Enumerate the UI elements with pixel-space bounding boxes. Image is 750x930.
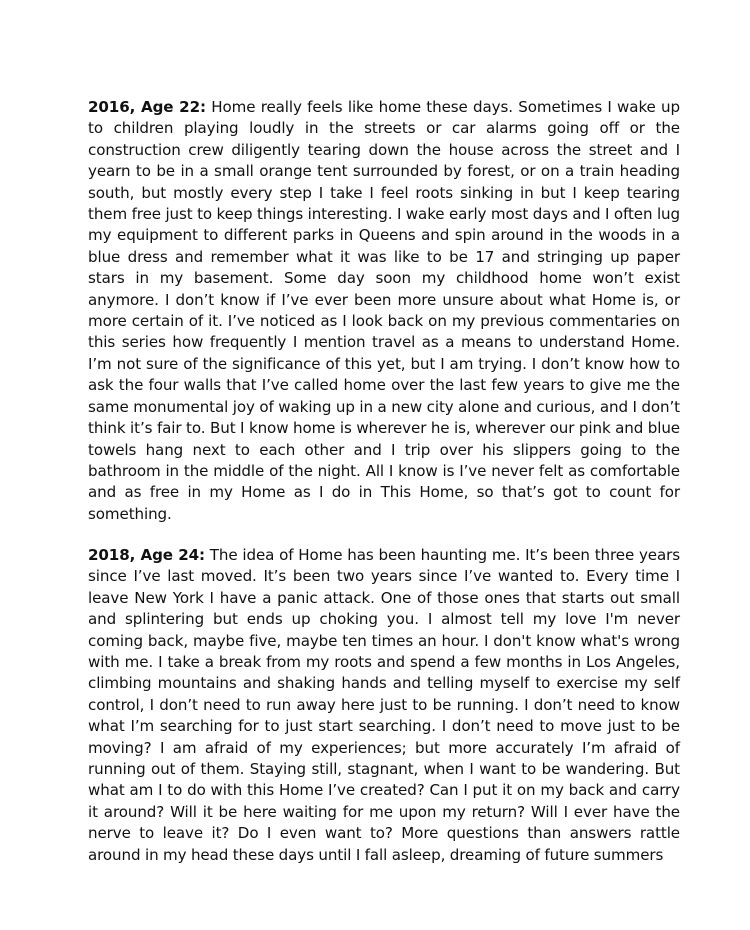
entry-body-2016: Home really feels like home these days. Sometimes I wake up to children playing loudly in the streets or car alarms going off or the construction crew diligently tearing down the house across the street and I yearn to be in a small orange tent surrounded by forest, or on a train heading south, but mostly every step I take I feel roots sinking in but I keep tearing them free just to keep things interesting. I wake early most days and I often lug my equipment to different parks in Queens and spin around in the woods in a blue dress and remember what it was like to be 17 and stringing up paper stars in my basement. Some day soon my childhood home won’t exist anymore. I don’t know if I’ve ever been more unsure about what Home is, or more certain of it. I’ve noticed as I look back on my previous commentaries on this series how frequently I mention travel as a means to understand Home. I’m not sure of the significance of this yet, but I am trying. I don’t know how to ask the four walls that I’ve called home over the last few years to give me the same monumental joy of waking up in a new city alone and curious, and I don’t think it’s fair to. But I know home is wherever he is, wherever our pink and blue towels hang next to each other and I trip over his slippers going to the bathroom in the middle of the night. All I know is I’ve never felt as comfortable and as free in my Home as I do in This Home, so that’s got to count for something.: [88, 98, 680, 523]
entry-body-2018: The idea of Home has been haunting me. It’s been three years since I’ve last moved. It’s been two years since I’ve wanted to. Every time I leave New York I have a panic attack. One of those ones that starts out small and splintering but ends up choking you. I almost tell my love I'm never coming back, maybe five, maybe ten times an hour. I don't know what's wrong with me. I take a break from my roots and spend a few months in Los Angeles, climbing mountains and shaking hands and telling myself to exercise my self control, I don’t need to run away here just to be running. I don’t need to know what I’m searching for to just start searching. I don’t need to move just to be moving? I am afraid of my experiences; but more accurately I’m afraid of running out of them. Staying still, stagnant, when I want to be wandering. But what am I to do with this Home I’ve created? Can I put it on my back and carry it around? Will it be here waiting for me upon my return? Will I ever have the nerve to leave it? Do I even want to? More questions than answers rattle around in my head these days until I fall asleep, dreaming of future summers: [88, 546, 681, 864]
journal-entry-2018: [88, 545, 680, 866]
entry-heading-2016: 2016, Age 22:: [88, 98, 206, 116]
entry-heading-2018: 2018, Age 24:: [88, 546, 205, 564]
journal-entry-2016: [88, 97, 680, 525]
